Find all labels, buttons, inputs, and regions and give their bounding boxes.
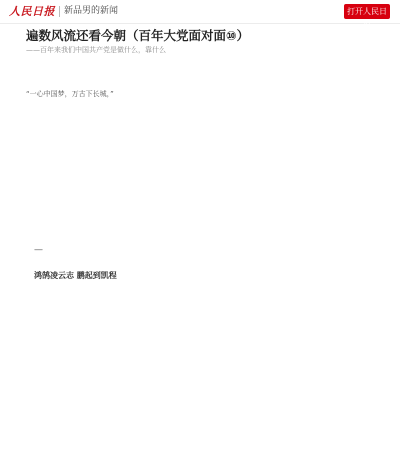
- site-logo[interactable]: [9, 4, 118, 19]
- top-nav-bar: [0, 0, 400, 31]
- section-title: 鸿鹄凌云志 鹏起到凯程: [34, 271, 117, 280]
- article-title: 遍数风流还看今朝（百年大党面对面⑩）: [26, 28, 250, 43]
- paragraph-lead: [26, 88, 376, 100]
- article-subtitle: ——百年来我们中国共产党是做什么，靠什么: [26, 46, 166, 54]
- logo-mark: 人民日报: [9, 5, 55, 18]
- open-app-button[interactable]: 打开人民日报: [344, 4, 390, 19]
- section-divider: —: [34, 245, 43, 255]
- logo-subtitle: 新品男的新闻: [64, 6, 119, 16]
- paragraph-lead-quote: “一心中国梦，万古下长城，”: [26, 90, 114, 98]
- article-meta: [26, 60, 376, 70]
- logo-divider: [59, 6, 60, 17]
